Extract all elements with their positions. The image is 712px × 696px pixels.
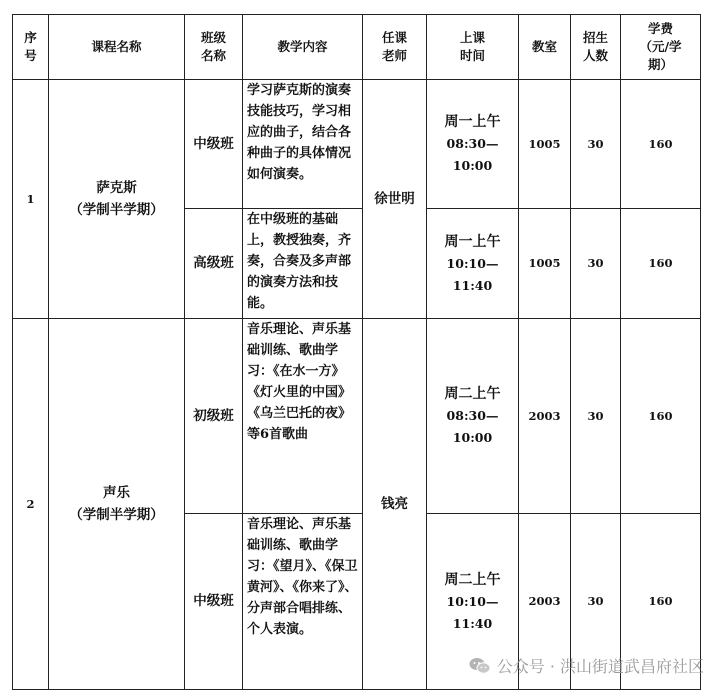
- class-room: 1005: [519, 209, 571, 319]
- class-room: 2003: [519, 514, 571, 690]
- class-content: 在中级班的基础上，教授独奏，齐奏，合奏及多声部的演奏方法和技能。: [243, 209, 363, 319]
- table-row: [13, 80, 701, 209]
- class-fee: 160: [621, 514, 701, 690]
- table-row: [13, 319, 701, 514]
- class-fee: 160: [621, 319, 701, 514]
- class-fee: 160: [621, 209, 701, 319]
- class-level: 初级班: [185, 319, 243, 514]
- header-course: 课程名称: [49, 15, 185, 80]
- class-room: 2003: [519, 319, 571, 514]
- class-enroll: 30: [571, 514, 621, 690]
- header-time: 上课 时间: [427, 15, 519, 80]
- watermark: [469, 654, 704, 677]
- course-name-cell: [49, 80, 185, 319]
- class-content: 音乐理论、声乐基础训练、歌曲学习：《在水一方》《灯火里的中国》《乌兰巴托的夜》等6首歌曲: [243, 319, 363, 514]
- class-time: 周二上午 08:30— 10:00: [427, 319, 519, 514]
- wechat-icon: [469, 657, 491, 675]
- course-name: 萨克斯: [96, 180, 137, 196]
- header-teacher: 任课 老师: [363, 15, 427, 80]
- class-time: 周一上午 08:30— 10:00: [427, 80, 519, 209]
- course-index: 1: [13, 80, 49, 319]
- course-schedule-table: [12, 14, 701, 690]
- header-row: [13, 15, 701, 80]
- header-fee: 学费 （元/学 期）: [621, 15, 701, 80]
- class-level: 中级班: [185, 514, 243, 690]
- class-fee: 160: [621, 80, 701, 209]
- class-enroll: 30: [571, 319, 621, 514]
- header-content: 教学内容: [243, 15, 363, 80]
- teacher-name: 徐世明: [363, 80, 427, 319]
- class-time: 周一上午 10:10— 11:40: [427, 209, 519, 319]
- class-content: 学习萨克斯的演奏技能技巧，学习相应的曲子，结合各种曲子的具体情况如何演奏。: [243, 80, 363, 209]
- course-index: 2: [13, 319, 49, 690]
- teacher-name: 钱亮: [363, 319, 427, 690]
- class-enroll: 30: [571, 80, 621, 209]
- header-enroll: 招生 人数: [571, 15, 621, 80]
- class-time: 周二上午 10:10— 11:40: [427, 514, 519, 690]
- class-level: 高级班: [185, 209, 243, 319]
- class-room: 1005: [519, 80, 571, 209]
- course-name: 声乐: [103, 485, 130, 501]
- header-index: 序 号: [13, 15, 49, 80]
- course-name-cell: [49, 319, 185, 690]
- header-level: 班级 名称: [185, 15, 243, 80]
- header-room: 教室: [519, 15, 571, 80]
- course-term: （学制半学期）: [69, 202, 164, 218]
- class-content: 音乐理论、声乐基础训练、歌曲学习：《望月》、《保卫黄河》、《你来了》、分声部合唱排练、个人表演。: [243, 514, 363, 690]
- course-term: （学制半学期）: [69, 507, 164, 523]
- class-level: 中级班: [185, 80, 243, 209]
- class-enroll: 30: [571, 209, 621, 319]
- watermark-text: 公众号 · 洪山街道武昌府社区: [496, 657, 704, 676]
